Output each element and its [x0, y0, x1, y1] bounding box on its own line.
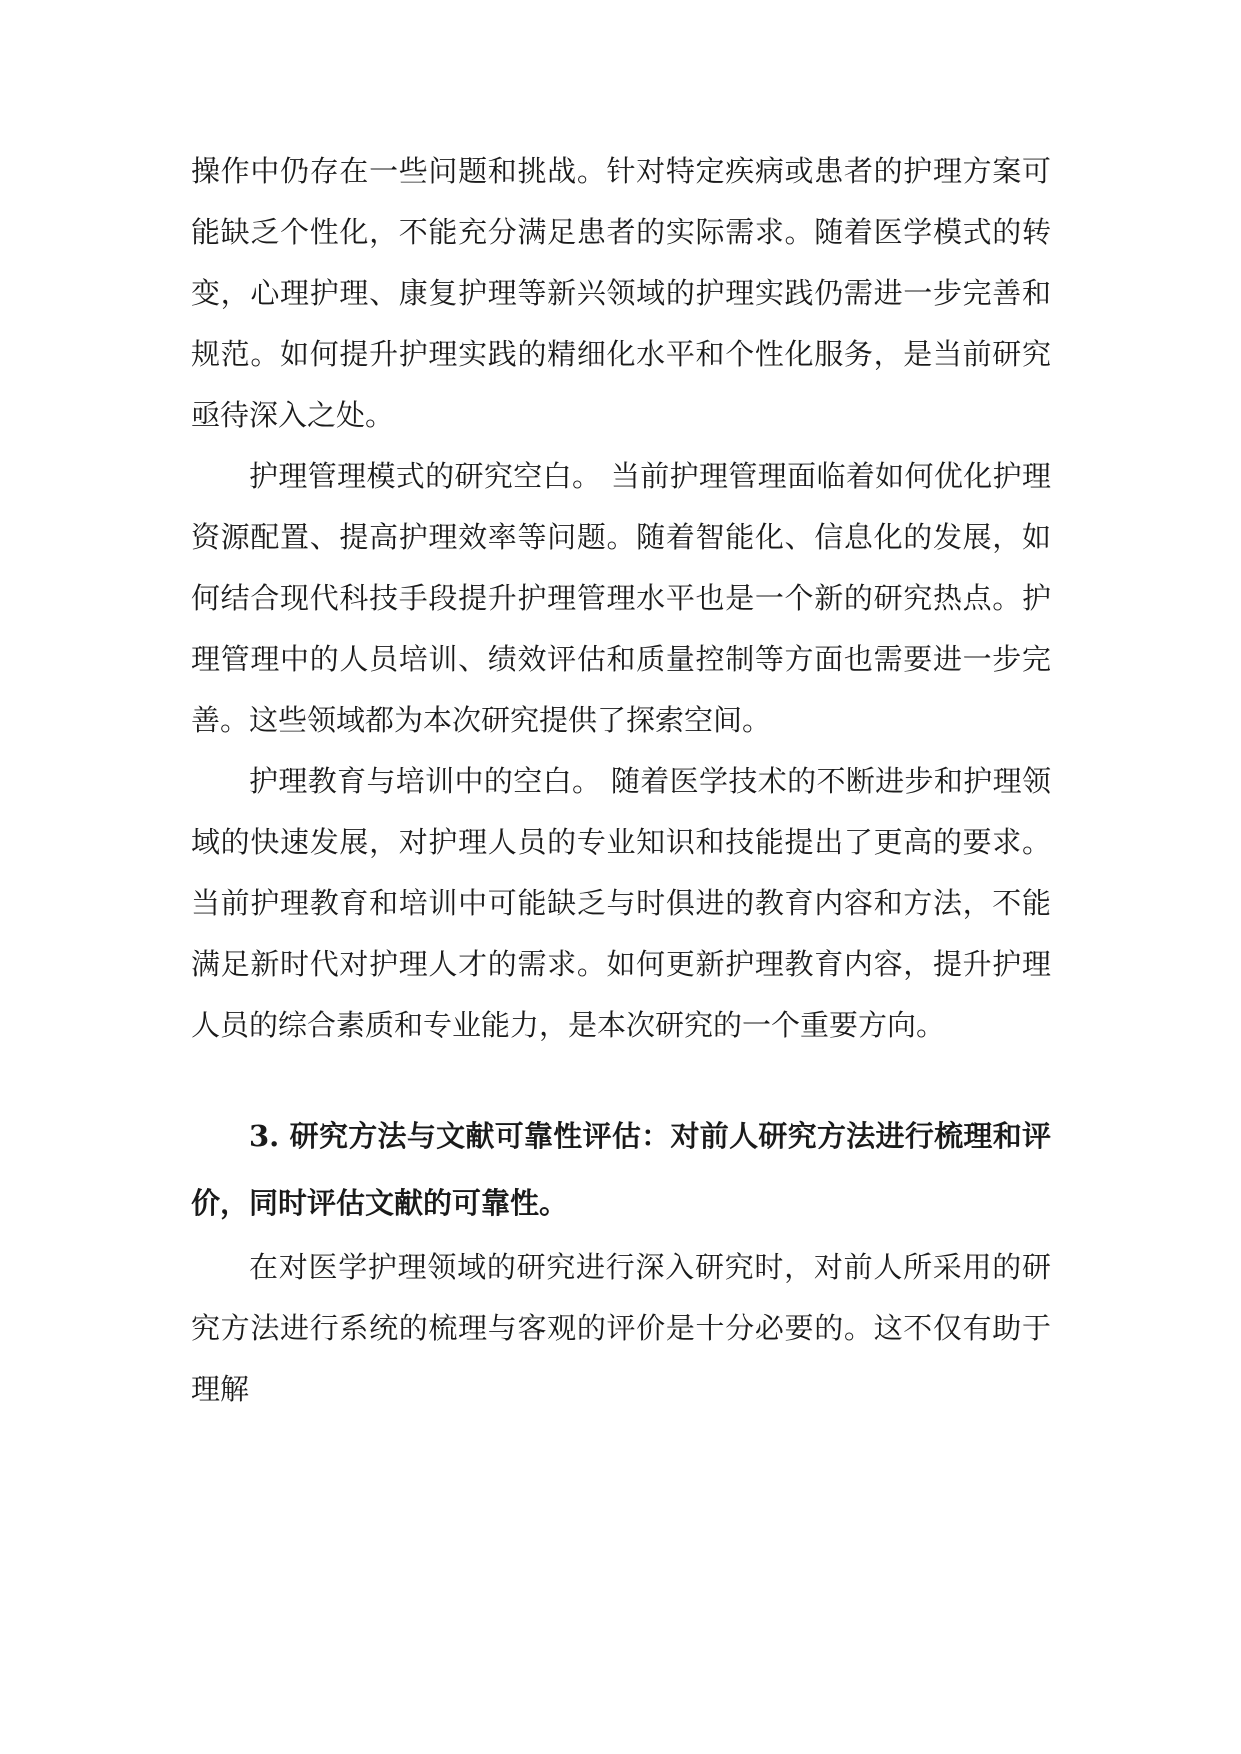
- document-body: [191, 141, 1051, 1420]
- paragraph-nursing-management: 护理管理模式的研究空白。 当前护理管理面临着如何优化护理资源配置、提高护理效率等问题。随着智能化、信息化的发展，如何结合现代科技手段提升护理管理水平也是一个新的研究热点。护理管理中的人员培训、绩效评估和质量控制等方面也需要进一步完善。这些领域都为本次研究提供了探索空间。: [191, 459, 1051, 737]
- paragraph-nursing-education: 护理教育与培训中的空白。 随着医学技术的不断进步和护理领域的快速发展，对护理人员的专业知识和技能提出了更高的要求。当前护理教育和培训中可能缺乏与时俱进的教育内容和方法，不能满足新时代对护理人才的需求。如何更新护理教育内容，提升护理人员的综合素质和专业能力，是本次研究的一个重要方向。: [191, 764, 1051, 1042]
- paragraph-research-methods: 在对医学护理领域的研究进行深入研究时，对前人所采用的研究方法进行系统的梳理与客观的评价是十分必要的。这不仅有助于理解: [191, 1250, 1051, 1406]
- section-heading: 3. 研究方法与文献可靠性评估：对前人研究方法进行梳理和评价，同时评估文献的可靠性。: [191, 1119, 1051, 1220]
- paragraph-continuation: 操作中仍存在一些问题和挑战。针对特定疾病或患者的护理方案可能缺乏个性化，不能充分满足患者的实际需求。随着医学模式的转变，心理护理、康复护理等新兴领域的护理实践仍需进一步完善和规范。如何提升护理实践的精细化水平和个性化服务，是当前研究亟待深入之处。: [191, 154, 1051, 432]
